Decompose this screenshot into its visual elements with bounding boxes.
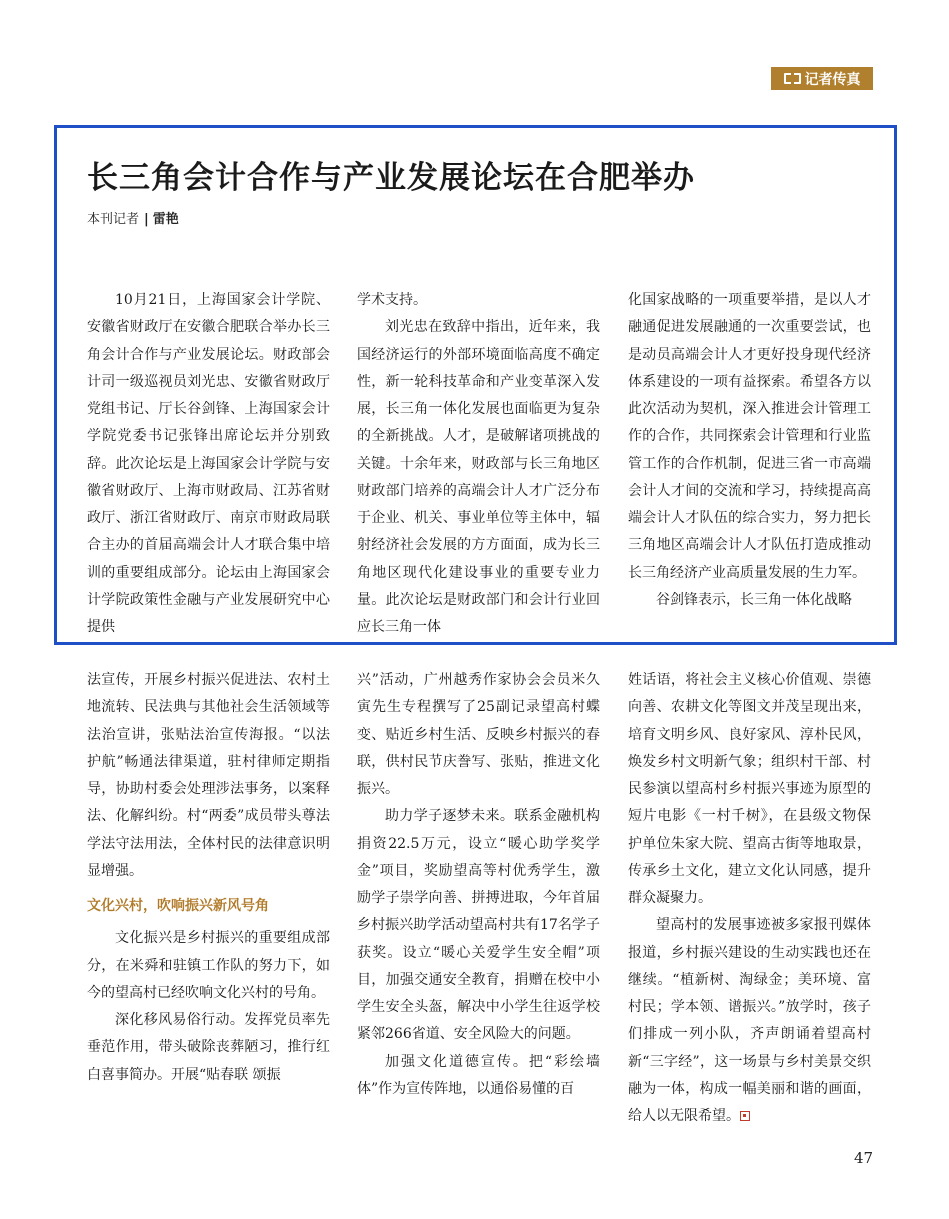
paragraph-continued: 学术支持。 — [357, 292, 427, 308]
article-title: 长三角会计合作与产业发展论坛在合肥举办 — [87, 160, 695, 196]
paragraph-final — [628, 912, 871, 1130]
byline-label: 本刊记者 — [87, 212, 140, 227]
byline — [87, 208, 179, 227]
paragraph-continued: 兴”活动，广州越秀作家协会会员米久寅先生专程撰写了25副记录望高村蝶变、贴近乡村生活、反映乡村振兴的春联，供村民节庆誊写、张贴，推进文化振兴。 — [357, 672, 600, 797]
paragraph-continued: 法宣传，开展乡村振兴促进法、农村土地流转、民法典与其他社会生活领域等法治宣讲，张贴法治宣传海报。“以法护航”畅通法律渠道，驻村律师定期指导，协助村委会处理涉法事务，以案释法、化解纠纷。村“两委”成员带头尊法学法守法用法，全体村民的法律意识明显增强。 — [87, 672, 330, 879]
paragraph-continued: 化国家战略的一项重要举措，是以人才融通促进发展融通的一次重要尝试，也是动员高端会计人才更好投身现代经济体系建设的一项有益探索。希望各方以此次活动为契机，深入推进会计管理工作的合作，共同探索会计管理和行业监管工作的合作机制，促进三省一市高端会计人才间的交流和学习，持续提高高端会计人才队伍的综合实力，努力把长三角地区高端会计人才队伍打造成推动长三角经济产业高质量发展的生力军。 — [628, 292, 871, 581]
paragraph: 加强文化道德宣传。把“彩绘墙体”作为宣传阵地，以通俗易懂的百 — [357, 1053, 600, 1097]
paragraph: 10月21日，上海国家会计学院、安徽省财政厅在安徽合肥联合举办长三角会计合作与产业发展论坛。财政部会计司一级巡视员刘光忠、安徽省财政厅党组书记、厅长谷剑锋、上海国家会计学院党委书记张锋出席论坛并分别致辞。此次论坛是上海国家会计学院与安徽省财政厅、上海市财政局、江苏省财政厅、浙江省财政厅、南京市财政局联合主办的首届高端会计人才联合集中培训的重要组成部分。论坛由上海国家会计学院政策性金融与产业发展研究中心提供 — [87, 292, 330, 635]
section-logo-icon — [784, 73, 801, 84]
lower-column-1 — [87, 667, 330, 1089]
page-number: 47 — [854, 1149, 874, 1167]
section-badge-label: 记者传真 — [804, 71, 861, 88]
byline-separator: | — [144, 212, 149, 227]
paragraph: 刘光忠在致辞中指出，近年来，我国经济运行的外部环境面临高度不确定性，新一轮科技革命和产业变革深入发展，长三角一体化发展也面临更为复杂的全新挑战。人才，是破解诸项挑战的关键。十余年来，财政部与长三角地区财政部门培养的高端会计人才广泛分布于企业、机关、事业单位等主体中，辐射经济社会发展的方方面面，成为长三角地区现代化建设事业的重要专业力量。此次论坛是财政部门和会计行业回应长三角一体 — [357, 319, 600, 635]
lower-column-3 — [628, 667, 871, 1130]
lower-column-2 — [357, 667, 600, 1103]
article-column-1 — [87, 287, 330, 643]
end-mark-icon — [740, 1111, 750, 1121]
section-badge — [771, 67, 873, 90]
paragraph: 谷剑锋表示，长三角一体化战略 — [656, 591, 852, 608]
section-subheading: 文化兴村，吹响振兴新风号角 — [87, 898, 269, 914]
paragraph: 文化振兴是乡村振兴的重要组成部分，在米舜和驻镇工作队的努力下，如今的望高村已经吹响文化兴村的号角。 — [87, 930, 330, 1001]
article-column-2 — [357, 287, 600, 643]
paragraph-continued: 姓话语，将社会主义核心价值观、崇德向善、农耕文化等图文并茂呈现出来，培育文明乡风、良好家风、淳朴民风，焕发乡村文明新气象；组织村干部、村民参演以望高村乡村振兴事迹为原型的短片电影《一村千树》，在县级文物保护单位朱家大院、望高古街等地取景，传承乡土文化，建立文化认同感，提升群众凝聚力。 — [628, 672, 871, 906]
paragraph-text: 望高村的发展事迹被多家报刊媒体报道，乡村振兴建设的生动实践也还在继续。“植新树、淘绿金；美环境、富村民；学本领、谱振兴。”放学时，孩子们排成一列小队，齐声朗诵着望高村新“三字经”，这一场景与乡村美景交织融为一体，构成一幅美丽和谐的画面，给人以无限希望。 — [628, 917, 871, 1124]
paragraph: 助力学子逐梦未来。联系金融机构捐资22.5万元，设立“暖心助学奖学金”项目，奖励望高等村优秀学生，激励学子崇学向善、拼搏进取，今年首届乡村振兴助学活动望高村共有17名学子获奖。设立“暖心关爱学生安全帽”项目，加强交通安全教育，捐赠在校中小学生安全头盔，解决中小学生往返学校紧邻266省道、安全风险大的问题。 — [357, 808, 600, 1043]
paragraph: 深化移风易俗行动。发挥党员率先垂范作用，带头破除丧葬陋习，推行红白喜事简办。开展“贴春联 颂振 — [87, 1012, 330, 1083]
article-column-3 — [628, 287, 871, 643]
author-name: 雷艳 — [152, 212, 179, 227]
